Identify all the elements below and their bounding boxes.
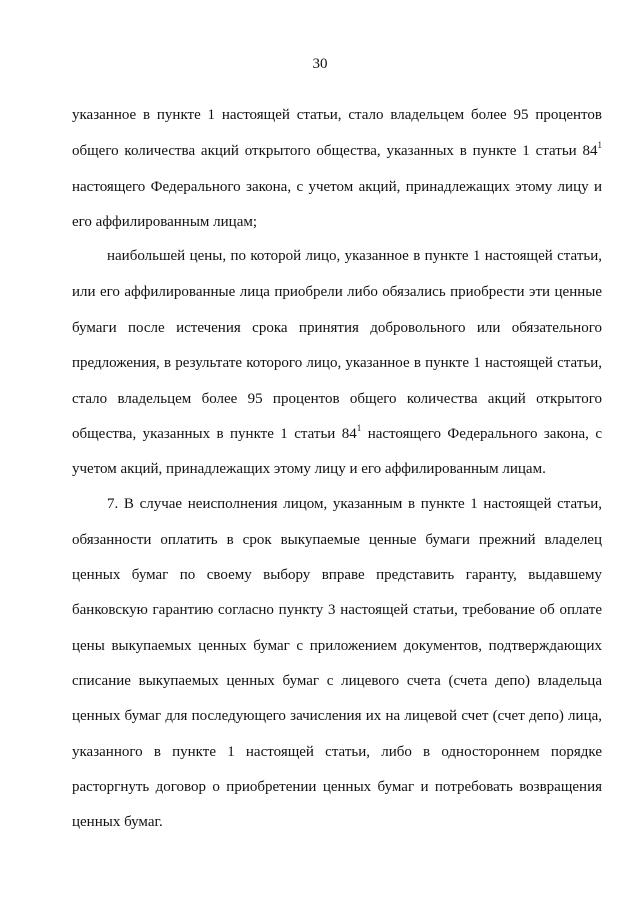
paragraph-1-line-1: указанное в пункте 1 настоящей статьи, стало владельцем более 95 процентов [72,107,602,123]
paragraph-3-line-8: указанного в пункте 1 настоящей статьи, либо в одностороннем порядке [72,744,602,760]
page-number: 30 [312,56,328,72]
paragraph-3-line-10: ценных бумаг. [72,814,163,830]
paragraph-2-line-3: бумаги после истечения срока принятия добровольного или обязательного [72,320,602,336]
paragraph-3-line-6: списание выкупаемых ценных бумаг с лицевого счета (счета депо) владельца [72,673,602,689]
paragraph-1-line-3: настоящего Федерального закона, с учетом акций, принадлежащих этому лицу и [72,179,602,195]
paragraph-1-line-2-text: общего количества акций открытого общества, указанных в пункте 1 статьи 84 [72,143,598,159]
paragraph-3-line-3: ценных бумаг по своему выбору вправе представить гаранту, выдавшему [72,567,602,583]
paragraph-3-line-1: 7. В случае неисполнения лицом, указанным в пункте 1 настоящей статьи, [107,496,602,512]
paragraph-3-line-9: расторгнуть договор о приобретении ценных бумаг и потребовать возвращения [72,779,602,795]
paragraph-2-line-6 [72,424,602,444]
paragraph-2-line-6-text: общества, указанных в пункте 1 статьи 84 [72,426,357,442]
paragraph-3-line-4: банковскую гарантию согласно пункту 3 настоящей статьи, требование об оплате [72,602,602,618]
paragraph-3-line-5: цены выкупаемых ценных бумаг с приложением документов, подтверждающих [72,638,602,654]
paragraph-2-line-6-tail: настоящего Федерального закона, с [361,426,603,442]
paragraph-3-line-7: ценных бумаг для последующего зачисления их на лицевой счет (счет депо) лица, [72,708,602,724]
paragraph-2-line-7: учетом акций, принадлежащих этому лицу и его аффилированным лицам. [72,461,546,477]
paragraph-1-line-4: его аффилированным лицам; [72,214,258,230]
paragraph-2-line-4: предложения, в результате которого лицо, указанное в пункте 1 настоящей статьи, [72,355,602,371]
article-superscript: 1 [597,140,602,150]
paragraph-2-line-1: наибольшей цены, по которой лицо, указанное в пункте 1 настоящей статьи, [107,248,602,264]
paragraph-2-line-5: стало владельцем более 95 процентов общего количества акций открытого [72,391,602,407]
paragraph-1-line-2 [72,141,602,161]
paragraph-2-line-2: или его аффилированные лица приобрели либо обязались приобрести эти ценные [72,284,602,300]
article-superscript: 1 [356,423,362,433]
paragraph-3-line-2: обязанности оплатить в срок выкупаемые ценные бумаги прежний владелец [72,532,602,548]
